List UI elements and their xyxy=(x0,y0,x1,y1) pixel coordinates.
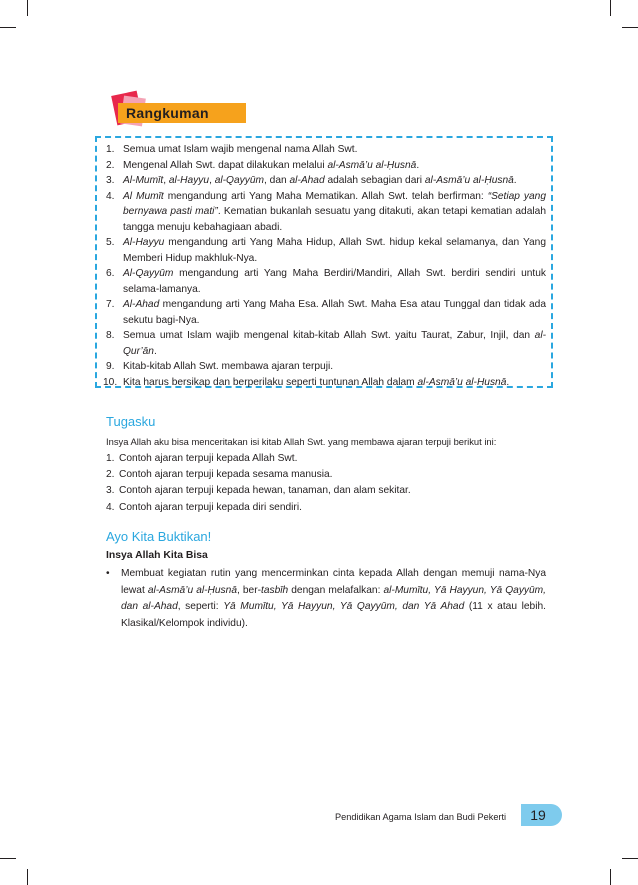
summary-item xyxy=(106,158,546,174)
summary-item-text: Al-Hayyu mengandung arti Yang Maha Hidup, Allah Swt. hidup kekal selamanya, dan Yang Memberi Hidup makhluk-Nya. xyxy=(123,237,546,264)
summary-item-text: Kitab-kitab Allah Swt. membawa ajaran terpuji. xyxy=(123,361,334,372)
summary-item xyxy=(103,375,546,391)
summary-item-text: Mengenal Allah Swt. dapat dilakukan melalui al-Asmā’u al-Ḥusnā. xyxy=(123,159,420,171)
summary-item xyxy=(106,328,546,359)
summary-item xyxy=(106,297,546,328)
summary-item-text: Al-Ahad mengandung arti Yang Maha Esa. Allah Swt. Maha Esa atau Tunggal dan tidak ada sekutu bagi-Nya. xyxy=(123,299,546,326)
crop-mark xyxy=(0,27,16,28)
tugasku-item-text: Contoh ajaran terpuji kepada sesama manusia. xyxy=(119,469,333,481)
summary-item-number: 4. xyxy=(106,190,115,202)
crop-mark xyxy=(27,869,28,885)
summary-item xyxy=(106,142,546,158)
bullet-icon: • xyxy=(106,568,110,579)
summary-item-number: 10. xyxy=(103,376,118,388)
summary-item-number: 9. xyxy=(106,361,115,372)
crop-mark xyxy=(0,858,16,859)
rangkuman-title: Rangkuman xyxy=(126,105,209,121)
tugasku-item xyxy=(106,500,411,516)
tugasku-item-text: Contoh ajaran terpuji kepada hewan, tanaman, dan alam sekitar. xyxy=(119,485,411,497)
summary-item-number: 7. xyxy=(106,299,115,310)
summary-item-number: 8. xyxy=(106,330,115,341)
ayo-bullet-item xyxy=(106,566,546,632)
tugasku-title: Tugasku xyxy=(106,414,156,429)
tugasku-item xyxy=(106,467,411,483)
summary-item-number: 3. xyxy=(106,175,115,186)
tugasku-item-number: 3. xyxy=(106,485,115,497)
crop-mark xyxy=(610,0,611,16)
summary-item xyxy=(106,189,546,236)
summary-item-text: Semua umat Islam wajib mengenal nama Allah Swt. xyxy=(123,144,358,155)
summary-item-number: 1. xyxy=(106,144,115,155)
crop-mark xyxy=(610,869,611,885)
tugasku-item xyxy=(106,451,411,467)
summary-item xyxy=(106,266,546,297)
page-number: 19 xyxy=(530,807,546,823)
summary-item-text: Al-Qayyūm mengandung arti Yang Maha Berdiri/Mandiri, Allah Swt. berdiri sendiri untuk selama-lamanya. xyxy=(123,268,546,295)
summary-item-text: Kita harus bersikap dan berperilaku seperti tuntunan Allah dalam al-Asmā’u al-Ḥusnā. xyxy=(123,376,510,388)
tugasku-item-text: Contoh ajaran terpuji kepada Allah Swt. xyxy=(119,453,298,464)
tugasku-item-number: 1. xyxy=(106,453,115,464)
summary-item-number: 2. xyxy=(106,159,115,171)
tugasku-item-number: 2. xyxy=(106,469,115,481)
tugasku-item xyxy=(106,483,411,499)
summary-item-text: Semua umat Islam wajib mengenal kitab-kitab Allah Swt. yaitu Taurat, Zabur, Injil, dan al-Qur’ān. xyxy=(123,330,546,357)
summary-item-text: Al-Mumīt, al-Hayyu, al-Qayyūm, dan al-Ahad adalah sebagian dari al-Asmā’u al-Ḥusnā. xyxy=(123,175,517,186)
crop-mark xyxy=(622,858,638,859)
footer-book-title: Pendidikan Agama Islam dan Budi Pekerti xyxy=(335,812,507,822)
tugasku-item-number: 4. xyxy=(106,501,115,513)
summary-item-text: Al Mumīt mengandung arti Yang Maha Mematikan. Allah Swt. telah berfirman: “Setiap yang bernyawa pasti mati”. Kematian bukanlah sesuatu yang ditakuti, akan tetapi kematian adalah tangga menuju kebahagiaan abadi. xyxy=(123,190,547,233)
crop-mark xyxy=(27,0,28,16)
tugasku-item-text: Contoh ajaran terpuji kepada diri sendiri. xyxy=(119,501,302,513)
rangkuman-header xyxy=(106,93,246,129)
summary-list xyxy=(103,142,547,390)
summary-item xyxy=(106,359,546,375)
crop-mark xyxy=(622,27,638,28)
ayo-subtitle: Insya Allah Kita Bisa xyxy=(106,550,208,561)
ayo-bullet-text: Membuat kegiatan rutin yang mencerminkan cinta kepada Allah dengan memuji nama-Nya lewat al-Asmā’u al-Ḥusnā, ber-tasbīh dengan melafalkan: al-Mumītu, Yā Hayyun, Yā Qayyūm, dan al-Ahad, seperti: Yā Mumītu, Yā Hayyun, Yā Qayyūm, dan Yā Ahad (11 x atau lebih. Klasikal/Kelompok individu). xyxy=(121,568,546,629)
tugasku-list xyxy=(106,451,411,516)
ayo-title: Ayo Kita Buktikan! xyxy=(106,529,212,544)
summary-item xyxy=(106,235,546,266)
summary-item-number: 5. xyxy=(106,237,115,248)
tugasku-intro: Insya Allah aku bisa menceritakan isi kitab Allah Swt. yang membawa ajaran terpuji berikut ini: xyxy=(106,436,497,447)
summary-item xyxy=(106,173,546,189)
summary-item-number: 6. xyxy=(106,268,115,279)
